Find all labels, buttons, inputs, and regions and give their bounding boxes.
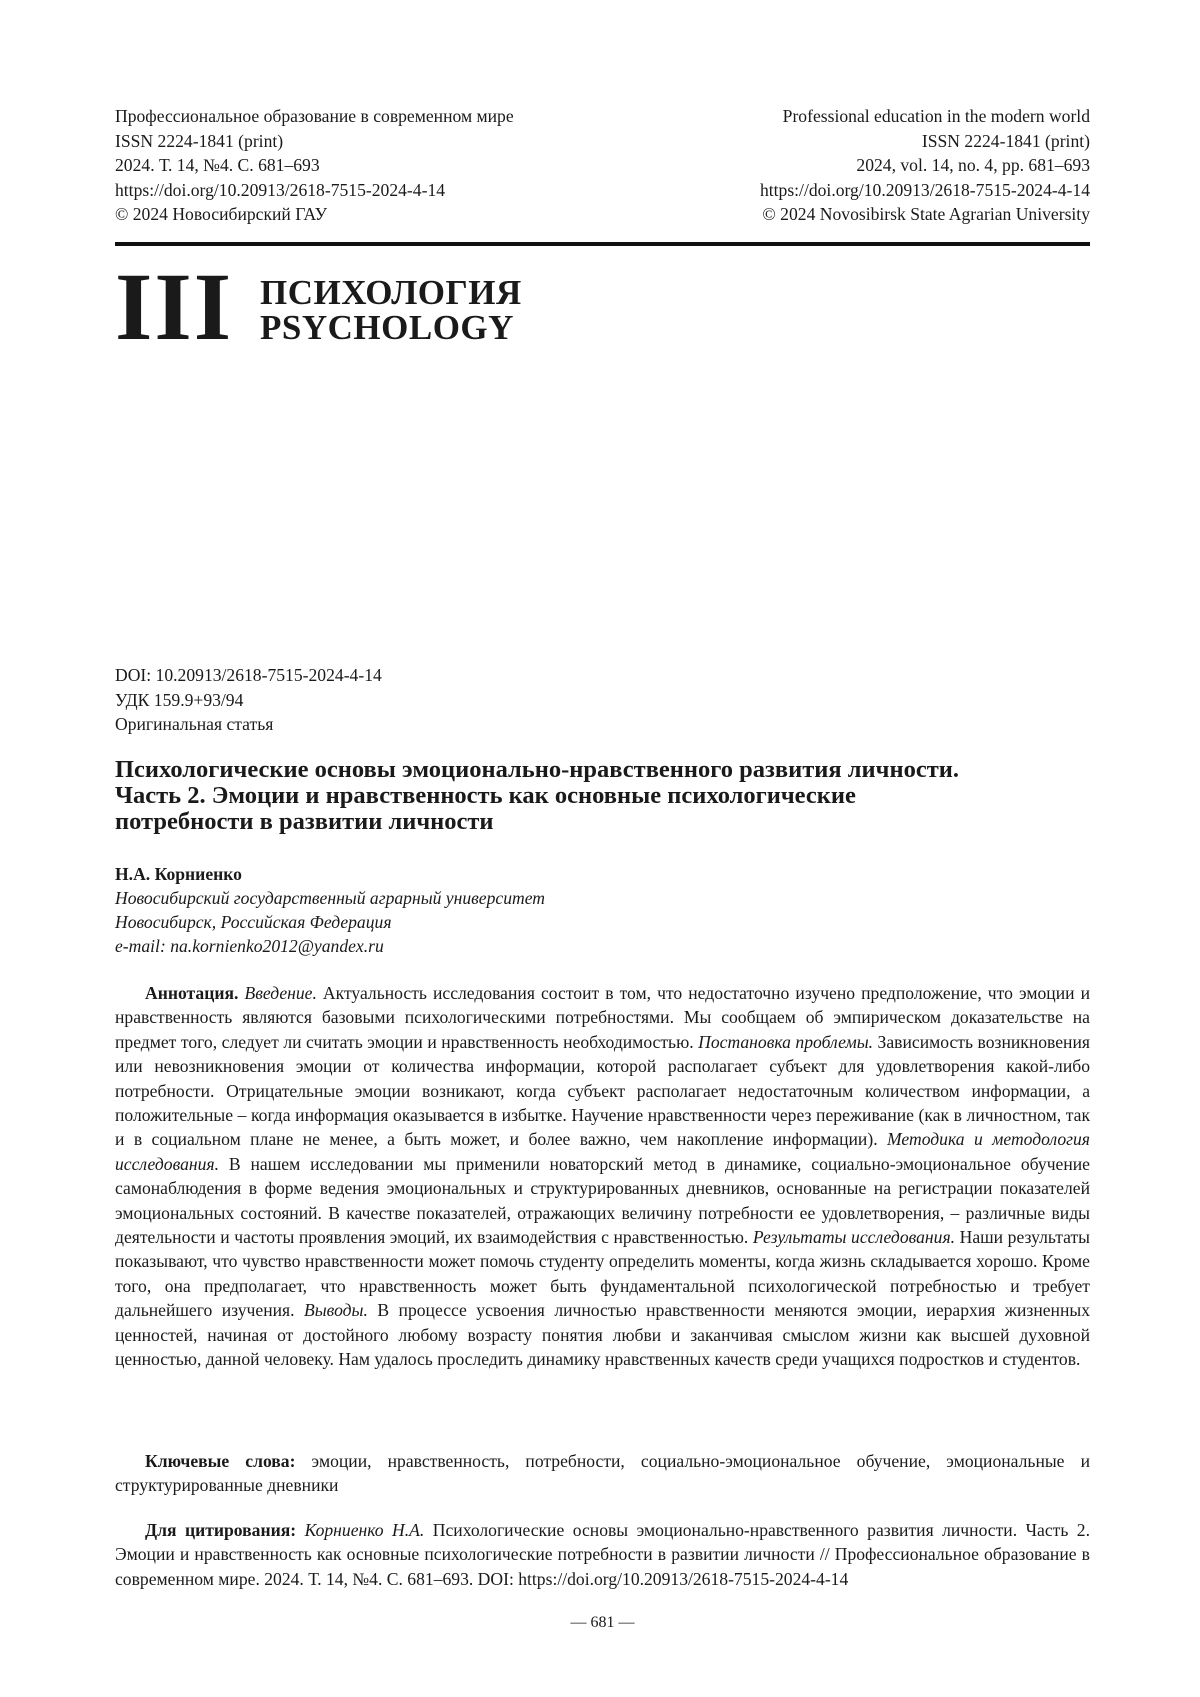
abstract-problem-text: Зависимость возникновения или невозникновения эмоции от количества информации, которой располагает субъект для удовлетворения какой-либо потребности. Отрицательные эмоции возникают, когда субъект располагает недостаточным количеством информации, а положительные – когда информация оказывается в избытке. Научение нравственности через переживание (как в личностном, так и в социальном плане не менее, а быть может, и более важно, чем накопление информации). bbox=[115, 1032, 1090, 1150]
article-title bbox=[115, 757, 1090, 835]
section-heading bbox=[260, 275, 522, 345]
abstract-methods-label: Методика и методология исследования. bbox=[115, 1129, 1090, 1173]
issue-info-ru: 2024. Т. 14, №4. С. 681–693 bbox=[115, 153, 675, 178]
abstract-intro-label: Введение. bbox=[244, 983, 316, 1003]
keywords-label: Ключевые слова: bbox=[145, 1451, 295, 1471]
author-affiliation: Новосибирский государственный аграрный университет bbox=[115, 886, 545, 910]
issn-en: ISSN 2224-1841 (print) bbox=[570, 129, 1090, 154]
page-number: — 681 — bbox=[115, 1613, 1090, 1633]
citation-text: Психологические основы эмоционально-нравственного развития личности. Часть 2. Эмоции и нравственность как основные психологические потребности в развитии личности // Профессиональное образование в современном мире. 2024. Т. 14, №4. С. 681–693. DOI: https://doi.org/10.20913/2618-7515-2024-4-14 bbox=[115, 1520, 1090, 1589]
doi-link-en[interactable]: https://doi.org/10.20913/2618-7515-2024-4-14 bbox=[570, 178, 1090, 203]
keywords bbox=[115, 1449, 1090, 1498]
citation-label: Для цитирования: bbox=[145, 1520, 296, 1540]
header-divider bbox=[115, 242, 1090, 246]
author-name: Н.А. Корниенко bbox=[115, 862, 545, 886]
copyright-en: © 2024 Novosibirsk State Agrarian University bbox=[570, 202, 1090, 227]
title-line: Психологические основы эмоционально-нравственного развития личности. bbox=[115, 757, 1090, 783]
doi-link-ru[interactable]: https://doi.org/10.20913/2618-7515-2024-4-14 bbox=[115, 178, 675, 203]
article-udk: УДК 159.9+93/94 bbox=[115, 688, 382, 713]
abstract-intro-text: Актуальность исследования состоит в том, что недостаточно изучено предположение, что эмоции и нравственность являются базовыми психологическими потребностями. Мы сообщаем об эмпирическом доказательстве на предмет того, следует ли считать эмоции и нравственность необходимостью. bbox=[115, 983, 1090, 1052]
abstract-conclusions-text: В процессе усвоения личностью нравственности меняются эмоции, иерархия жизненных ценностей, начиная от достойного любому возрасту понятия любви и заканчивая смыслом жизни как высшей духовной ценностью, данной человеку. Нам удалось проследить динамику нравственных качеств среди учащихся подростков и студентов. bbox=[115, 1300, 1090, 1369]
issn-ru: ISSN 2224-1841 (print) bbox=[115, 129, 675, 154]
abstract-conclusions-label: Выводы. bbox=[304, 1300, 368, 1320]
citation bbox=[115, 1518, 1090, 1591]
keywords-paragraph bbox=[115, 1449, 1090, 1498]
abstract-results-label: Результаты исследования. bbox=[753, 1227, 955, 1247]
abstract-paragraph bbox=[115, 981, 1090, 1372]
keywords-text: эмоции, нравственность, потребности, социально-эмоциональное обучение, эмоциональные и структурированные дневники bbox=[115, 1451, 1090, 1495]
article-type: Оригинальная статья bbox=[115, 712, 382, 737]
abstract-methods-text: В нашем исследовании мы применили новаторский метод в динамике, социально-эмоциональное обучение самонаблюдения в форме ведения эмоциональных и структурированных дневников, основанные на регистрации показателей эмоциональных состояний. В качестве показателей, отражающих величину потребности ее удовлетворения, – различные виды деятельности и частоты проявления эмоций, их взаимодействия с нравственностью. bbox=[115, 1154, 1090, 1247]
abstract-results-text: Наши результаты показывают, что чувство нравственности может помочь студенту определить моменты, когда жизнь складывается хорошо. Кроме того, она предполагает, что нравственность может быть фундаментальной психологической потребностью и требует дальнейшего изучения. bbox=[115, 1227, 1090, 1320]
citation-author: Корниенко Н.А. bbox=[296, 1520, 424, 1540]
copyright-ru: © 2024 Новосибирский ГАУ bbox=[115, 202, 675, 227]
abstract bbox=[115, 981, 1090, 1372]
section-title-ru: ПСИХОЛОГИЯ bbox=[260, 275, 522, 310]
section-title-en: PSYCHOLOGY bbox=[260, 310, 522, 345]
title-line: Часть 2. Эмоции и нравственность как основные психологические bbox=[115, 783, 1090, 809]
journal-page bbox=[115, 0, 1090, 1697]
author-location: Новосибирск, Российская Федерация bbox=[115, 910, 545, 934]
article-doi: DOI: 10.20913/2618-7515-2024-4-14 bbox=[115, 663, 382, 688]
abstract-label: Аннотация. bbox=[145, 983, 238, 1003]
author-email[interactable]: e-mail: na.kornienko2012@yandex.ru bbox=[115, 934, 545, 958]
header-right-en bbox=[570, 104, 1090, 227]
abstract-problem-label: Постановка проблемы. bbox=[698, 1032, 873, 1052]
journal-name-ru: Профессиональное образование в современном мире bbox=[115, 104, 675, 129]
section-numeral: III bbox=[115, 262, 233, 352]
issue-info-en: 2024, vol. 14, no. 4, pp. 681–693 bbox=[570, 153, 1090, 178]
article-meta bbox=[115, 663, 382, 737]
title-line: потребности в развитии личности bbox=[115, 809, 1090, 835]
citation-paragraph bbox=[115, 1518, 1090, 1591]
author-block bbox=[115, 862, 545, 958]
journal-name-en: Professional education in the modern world bbox=[570, 104, 1090, 129]
